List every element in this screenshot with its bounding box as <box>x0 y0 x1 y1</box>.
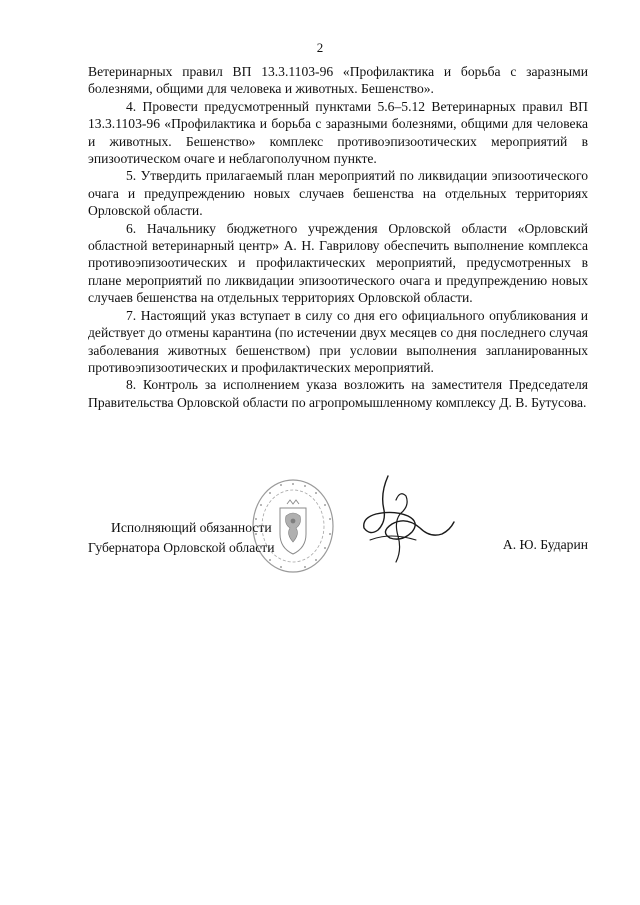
paragraph-item-4: 4. Провести предусмотренный пунктами 5.6–5.12 Ветеринарных правил ВП 13.3.1103-96 «Профилактика и борьба с заразными болезнями, общими для человека и животных. Бешенство» комплекс противоэпизоотических мероприятий в эпизоотическом очаге и неблагополучном пункте. <box>88 98 588 167</box>
signer-position <box>88 518 275 558</box>
signer-position-line1: Исполняющий обязанности <box>111 520 272 535</box>
handwritten-signature <box>350 470 460 570</box>
signer-name: А. Ю. Бударин <box>502 537 588 552</box>
paragraph-item-7: 7. Настоящий указ вступает в силу со дня его официального опубликования и действует до отмены карантина (по истечении двух месяцев со дня последнего случая заболевания животных бешенством) при условии выполнения запланированных противоэпизоотических и профилактических мероприятий. <box>88 307 588 375</box>
signature-block <box>0 470 640 590</box>
paragraph-item-6: 6. Начальнику бюджетного учреждения Орловской области «Орловский областной ветеринарный центр» А. Н. Гаврилову обеспечить выполнение комплекса противоэпизоотических и профилактических мероприятий, предусмотренных в плане мероприятий по ликвидации эпизоотического очага и предупреждению новых случаев бешенства на отдельных территориях Орловской области. <box>88 220 588 306</box>
signer-position-line2: Губернатора Орловской области <box>88 540 275 555</box>
document-body <box>88 63 588 411</box>
page-number: 2 <box>316 40 324 55</box>
paragraph-item-8: 8. Контроль за исполнением указа возложить на заместителя Председателя Правительства Орловской области по агропромышленному комплексу Д. В. Бутусова. <box>88 377 588 410</box>
paragraph-continued: Ветеринарных правил ВП 13.3.1103-96 «Профилактика и борьба с заразными болезнями, общими для человека и животных. Бешенство». <box>88 64 588 97</box>
paragraph-item-5: 5. Утвердить прилагаемый план мероприятий по ликвидации эпизоотического очага и предупреждению новых случаев бешенства на отдельных территориях Орловской области. <box>88 168 588 219</box>
